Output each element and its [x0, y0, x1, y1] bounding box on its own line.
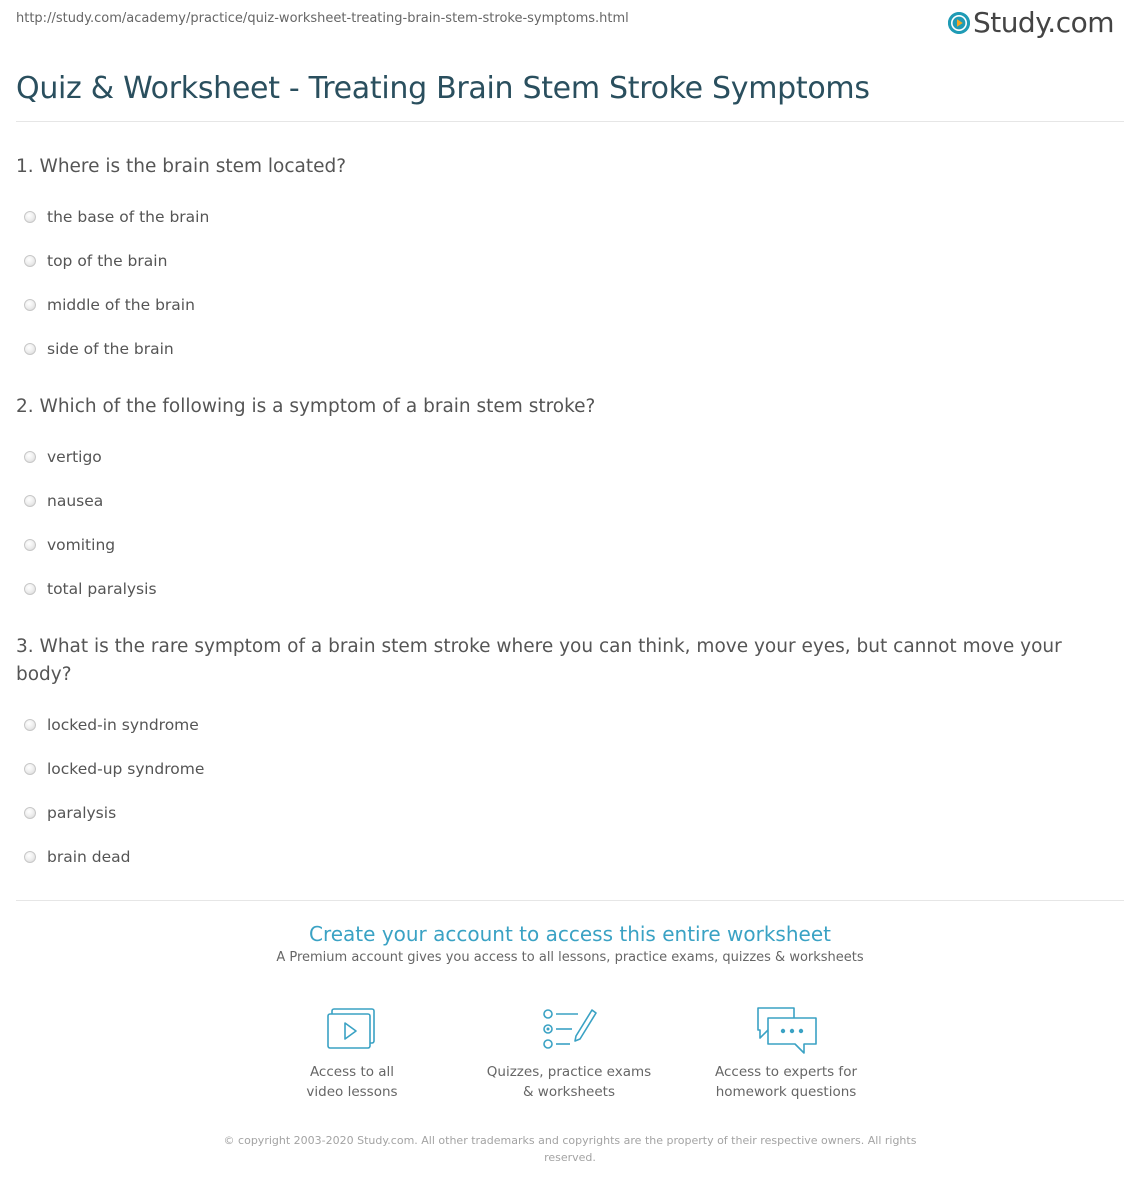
option-label: middle of the brain — [47, 296, 195, 314]
feature-label: Access to all video lessons — [306, 1064, 398, 1100]
feature-experts — [686, 1006, 886, 1102]
answer-options — [16, 703, 1121, 879]
answer-option[interactable] — [16, 239, 1121, 283]
radio-button[interactable] — [24, 495, 36, 507]
study-logo[interactable] — [948, 6, 1114, 39]
page-title: Quiz & Worksheet - Treating Brain Stem Stroke Symptoms — [16, 71, 870, 106]
answer-option[interactable] — [16, 435, 1121, 479]
question-2 — [16, 393, 1121, 611]
cta-subtitle: A Premium account gives you access to all lessons, practice exams, quizzes & worksheets — [276, 950, 864, 965]
option-label: side of the brain — [47, 340, 174, 358]
option-label: locked-in syndrome — [47, 716, 199, 734]
title-divider — [16, 121, 1124, 122]
cta-section — [0, 920, 1140, 965]
video-lessons-icon — [326, 1006, 378, 1052]
option-label: top of the brain — [47, 252, 168, 270]
answer-option[interactable] — [16, 523, 1121, 567]
option-label: vomiting — [47, 536, 116, 554]
option-label: locked-up syndrome — [47, 760, 205, 778]
cta-title-link[interactable]: Create your account to access this entire worksheet — [309, 922, 831, 946]
answer-option[interactable] — [16, 567, 1121, 611]
answer-options — [16, 195, 1121, 371]
option-label: total paralysis — [47, 580, 157, 598]
radio-button[interactable] — [24, 719, 36, 731]
option-label: nausea — [47, 492, 104, 510]
question-text: 1. Where is the brain stem located? — [16, 156, 347, 177]
cta-divider — [16, 900, 1124, 901]
chat-bubbles-icon — [754, 1006, 818, 1056]
radio-button[interactable] — [24, 807, 36, 819]
feature-label: Quizzes, practice exams & worksheets — [486, 1064, 652, 1100]
question-text: 3. What is the rare symptom of a brain stem stroke where you can think, move your eyes, but cannot move your body? — [16, 636, 1062, 685]
answer-option[interactable] — [16, 747, 1121, 791]
logo-text: Study.com — [972, 6, 1114, 39]
radio-button[interactable] — [24, 851, 36, 863]
page-url: http://study.com/academy/practice/quiz-worksheet-treating-brain-stem-stroke-symptoms.html — [16, 11, 629, 26]
answer-option[interactable] — [16, 195, 1121, 239]
question-1 — [16, 153, 1121, 371]
answer-option[interactable] — [16, 703, 1121, 747]
answer-option[interactable] — [16, 479, 1121, 523]
option-label: vertigo — [47, 448, 102, 466]
play-logo-icon — [948, 12, 970, 34]
option-label: brain dead — [47, 848, 131, 866]
option-label: paralysis — [47, 804, 117, 822]
option-label: the base of the brain — [47, 208, 210, 226]
answer-option[interactable] — [16, 327, 1121, 371]
radio-button[interactable] — [24, 539, 36, 551]
answer-option[interactable] — [16, 283, 1121, 327]
answer-option[interactable] — [16, 791, 1121, 835]
radio-button[interactable] — [24, 211, 36, 223]
radio-button[interactable] — [24, 583, 36, 595]
question-3 — [16, 633, 1121, 879]
radio-button[interactable] — [24, 343, 36, 355]
answer-options — [16, 435, 1121, 611]
quiz-checklist-icon — [540, 1006, 598, 1052]
feature-video-lessons — [252, 1006, 452, 1102]
feature-quizzes — [469, 1006, 669, 1102]
copyright-footer: © copyright 2003-2020 Study.com. All other trademarks and copyrights are the property of their respective owners. All rights reserved. — [223, 1134, 917, 1164]
radio-button[interactable] — [24, 299, 36, 311]
radio-button[interactable] — [24, 763, 36, 775]
question-text: 2. Which of the following is a symptom of a brain stem stroke? — [16, 396, 596, 417]
radio-button[interactable] — [24, 255, 36, 267]
radio-button[interactable] — [24, 451, 36, 463]
answer-option[interactable] — [16, 835, 1121, 879]
feature-label: Access to experts for homework questions — [714, 1064, 857, 1100]
